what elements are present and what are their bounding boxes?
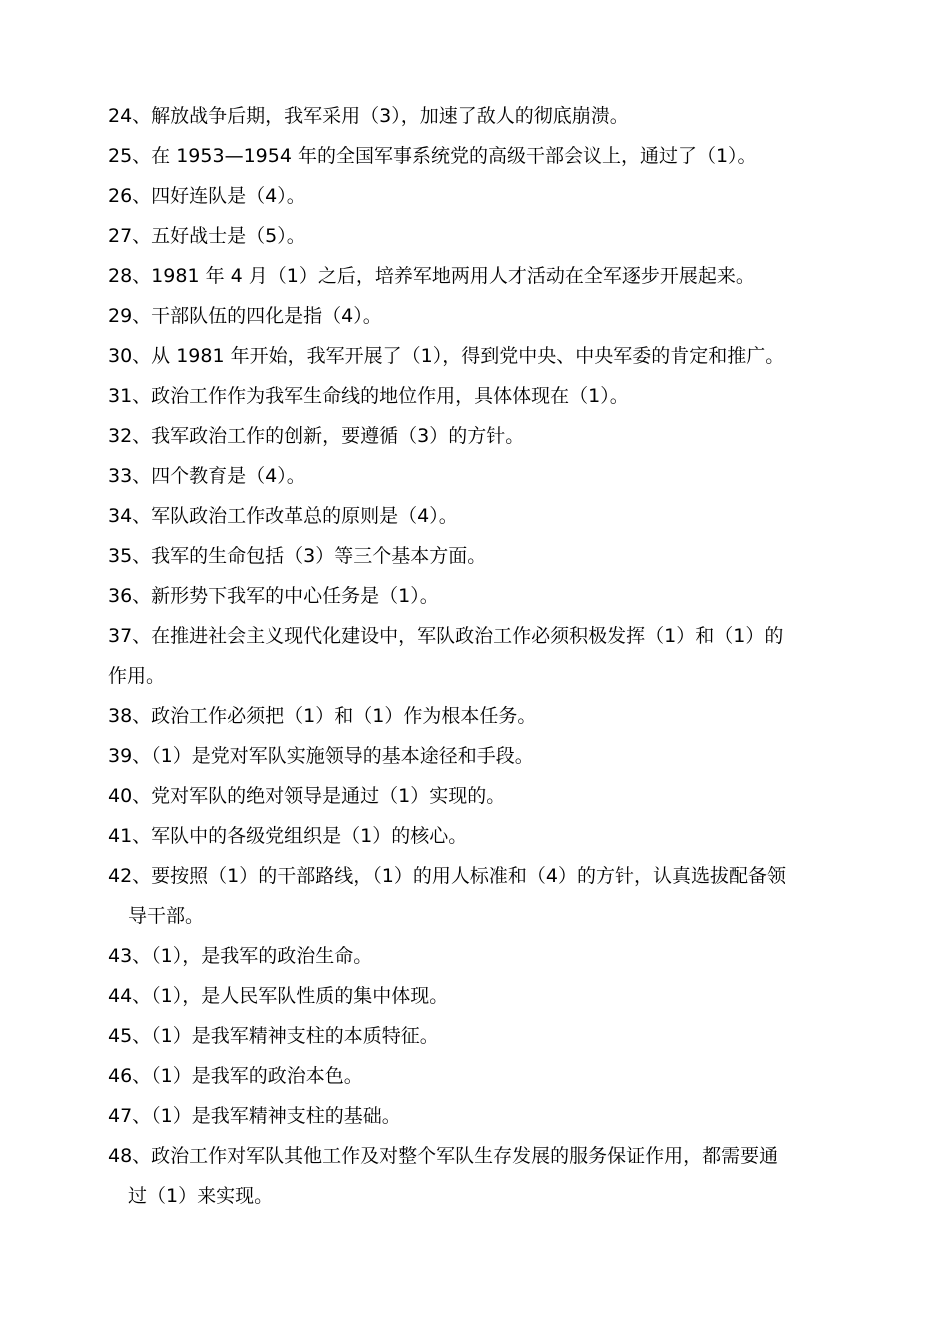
question-item: 41、军队中的各级党组织是（1）的核心。 <box>108 825 468 847</box>
question-item: 28、1981 年 4 月（1）之后，培养军地两用人才活动在全军逐步开展起来。 <box>108 265 755 287</box>
question-item: 32、我军政治工作的创新，要遵循（3）的方针。 <box>108 425 525 447</box>
question-line-2: 导干部。 <box>128 905 205 927</box>
question-item: 39、（1）是党对军队实施领导的基本途径和手段。 <box>108 745 534 767</box>
question-item <box>108 1136 848 1216</box>
question-line-1: 37、在推进社会主义现代化建设中，军队政治工作必须积极发挥（1）和（1）的 <box>108 625 784 647</box>
question-item: 40、党对军队的绝对领导是通过（1）实现的。 <box>108 785 506 807</box>
question-item: 35、我军的生命包括（3）等三个基本方面。 <box>108 545 487 567</box>
question-item: 24、解放战争后期，我军采用（3），加速了敌人的彻底崩溃。 <box>108 105 629 127</box>
question-line-2: 作用。 <box>108 665 166 687</box>
question-item: 44、（1），是人民军队性质的集中体现。 <box>108 985 449 1007</box>
question-item: 47、（1）是我军精神支柱的基础。 <box>108 1105 401 1127</box>
question-item: 26、四好连队是（4）。 <box>108 185 306 207</box>
question-item: 38、政治工作必须把（1）和（1）作为根本任务。 <box>108 705 537 727</box>
question-item: 46、（1）是我军的政治本色。 <box>108 1065 363 1087</box>
question-item: 43、（1），是我军的政治生命。 <box>108 945 373 967</box>
question-item: 34、军队政治工作改革总的原则是（4）。 <box>108 505 458 527</box>
question-line-1: 42、要按照（1）的干部路线，（1）的用人标准和（4）的方针，认真选拔配备领 <box>108 865 786 887</box>
question-item <box>108 856 848 936</box>
question-item: 27、五好战士是（5）。 <box>108 225 306 247</box>
question-list <box>108 96 848 1216</box>
question-item: 31、政治工作作为我军生命线的地位作用，具体体现在（1）。 <box>108 385 629 407</box>
question-item: 25、在 1953—1954 年的全国军事系统党的高级干部会议上，通过了（1）。 <box>108 145 757 167</box>
question-item: 36、新形势下我军的中心任务是（1）。 <box>108 585 439 607</box>
question-item: 33、四个教育是（4）。 <box>108 465 306 487</box>
question-item: 45、（1）是我军精神支柱的本质特征。 <box>108 1025 439 1047</box>
question-line-2: 过（1）来实现。 <box>128 1185 274 1207</box>
question-item <box>108 616 848 696</box>
question-item: 29、干部队伍的四化是指（4）。 <box>108 305 382 327</box>
question-line-1: 48、政治工作对军队其他工作及对整个军队生存发展的服务保证作用，都需要通 <box>108 1145 779 1167</box>
question-item: 30、从 1981 年开始，我军开展了（1），得到党中央、中央军委的肯定和推广。 <box>108 345 785 367</box>
